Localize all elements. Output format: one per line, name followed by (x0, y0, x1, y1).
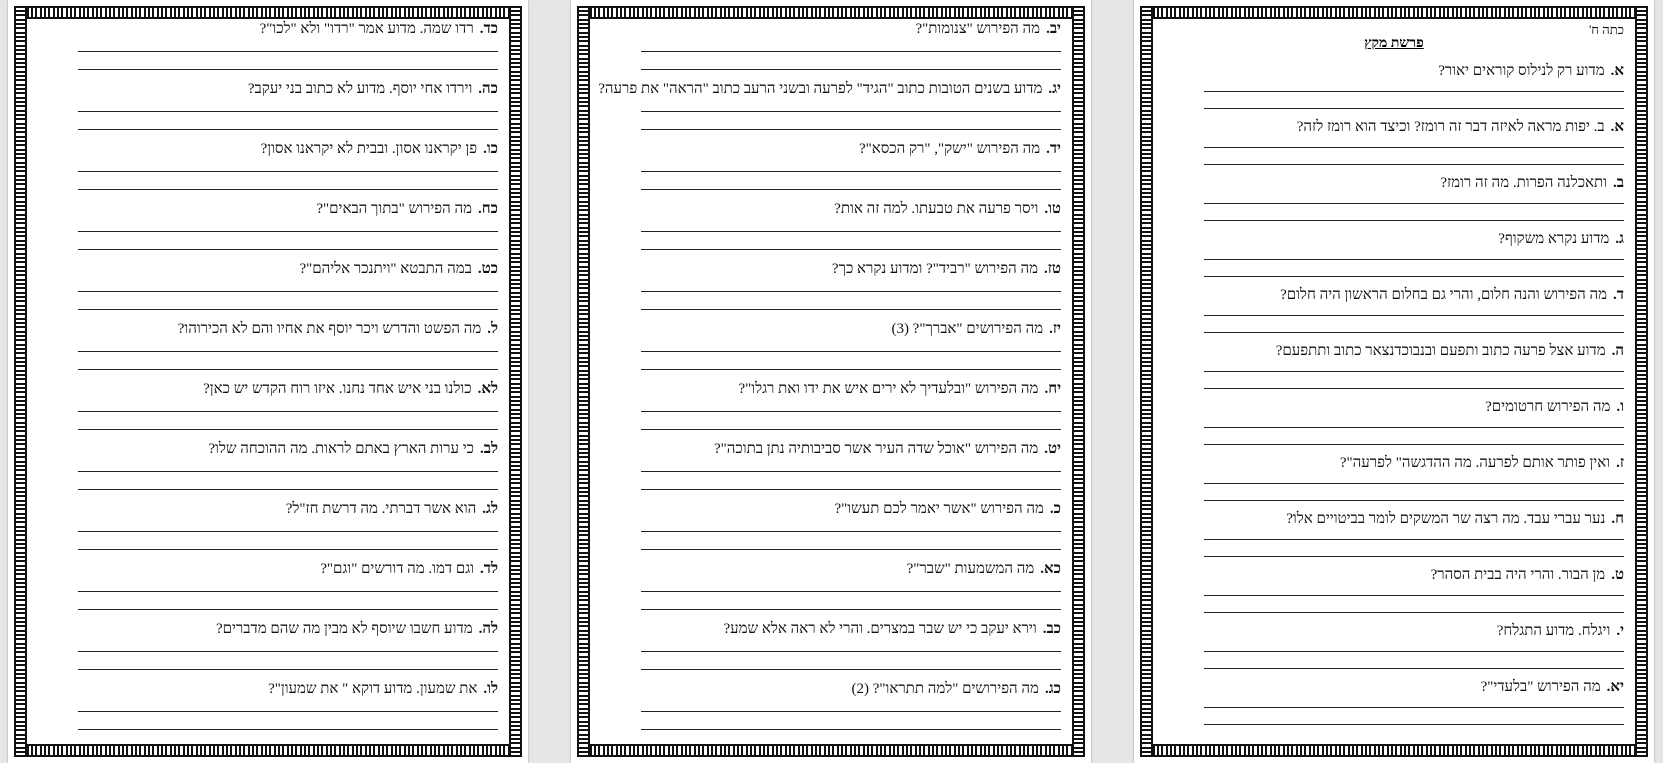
answer-line[interactable] (1204, 203, 1624, 204)
question-text (601, 200, 1061, 218)
answer-line[interactable] (641, 471, 1061, 472)
answer-line[interactable] (1204, 444, 1624, 445)
answer-line[interactable] (641, 729, 1061, 730)
question-item (601, 20, 1061, 80)
answer-line[interactable] (78, 351, 498, 352)
question-number: יב. (1046, 21, 1061, 37)
answer-line[interactable] (78, 609, 498, 610)
question-body: מה הפירוש חרטומים? (1485, 399, 1611, 415)
question-item (38, 200, 498, 260)
answer-line[interactable] (1204, 651, 1624, 652)
question-text (601, 260, 1061, 278)
answer-line[interactable] (1204, 500, 1624, 501)
answer-line[interactable] (1204, 539, 1624, 540)
question-body: מה הפירוש והנה חלום, והרי גם בחלום הראשון היה חלום? (1280, 287, 1608, 303)
answer-line[interactable] (641, 69, 1061, 70)
question-text (38, 260, 498, 278)
question-item (601, 500, 1061, 560)
question-text (1164, 118, 1624, 136)
question-list (1164, 62, 1624, 741)
question-number: לו. (483, 681, 498, 697)
question-text (1164, 286, 1624, 304)
answer-line[interactable] (78, 669, 498, 670)
question-number: לא. (477, 381, 498, 397)
question-item (601, 140, 1061, 200)
answer-line[interactable] (641, 129, 1061, 130)
question-body: מה הפירוש "בתוך הבאים"? (316, 201, 473, 217)
question-body: מה המשמעות "שבר"? (906, 561, 1035, 577)
answer-line[interactable] (641, 669, 1061, 670)
question-number: יד. (1046, 141, 1061, 157)
question-text (38, 80, 498, 98)
answer-line[interactable] (1204, 315, 1624, 316)
question-item (1164, 678, 1624, 734)
question-body: כי ערות הארץ באתם לראות. מה ההוכחה שלו? (208, 441, 474, 457)
question-item (601, 620, 1061, 680)
question-number: ל. (487, 321, 498, 337)
answer-line[interactable] (641, 231, 1061, 232)
question-text (1164, 62, 1624, 80)
answer-line[interactable] (78, 129, 498, 130)
answer-line[interactable] (641, 711, 1061, 712)
answer-line[interactable] (641, 651, 1061, 652)
question-item (1164, 230, 1624, 286)
question-item (601, 560, 1061, 620)
question-item (38, 500, 498, 560)
answer-line[interactable] (641, 411, 1061, 412)
answer-line[interactable] (641, 249, 1061, 250)
question-body: הוא אשר דברתי. מה דרשת חז"ל? (285, 501, 477, 517)
question-number: כב. (1042, 621, 1061, 637)
question-text (1164, 174, 1624, 192)
question-body: מדוע נקרא משקוף? (1498, 231, 1610, 247)
question-item (1164, 342, 1624, 398)
question-number: ה. (1611, 343, 1624, 359)
answer-line[interactable] (641, 291, 1061, 292)
question-text (1164, 342, 1624, 360)
question-item (601, 680, 1061, 740)
question-text (38, 560, 498, 578)
answer-line[interactable] (78, 651, 498, 652)
question-body: את שמעון. מדוע דוקא " את שמעון"? (268, 681, 478, 697)
answer-line[interactable] (1204, 707, 1624, 708)
question-list (38, 20, 498, 741)
answer-line[interactable] (78, 189, 498, 190)
answer-line[interactable] (641, 429, 1061, 430)
question-text (601, 140, 1061, 158)
question-body: מה הפירוש "רביד"? ומדוע נקרא כך? (831, 261, 1038, 277)
answer-line[interactable] (1204, 427, 1624, 428)
question-number: כו. (483, 141, 498, 157)
question-number: יא. (1606, 679, 1624, 695)
worksheet-title: פרשת מקץ (1364, 36, 1424, 51)
answer-line[interactable] (641, 51, 1061, 52)
question-item (601, 200, 1061, 260)
question-item (38, 620, 498, 680)
question-body: כולנו בני איש אחד נחנו. איזו רוח הקדש יש כאן? (203, 381, 472, 397)
answer-line[interactable] (1204, 483, 1624, 484)
question-text (598, 80, 1061, 98)
question-list (598, 20, 1061, 741)
question-text (38, 140, 498, 158)
question-body: פן יקראנו אסון. ובבית לא יקראנו אסון? (260, 141, 478, 157)
question-item (598, 80, 1061, 140)
question-item (601, 440, 1061, 500)
answer-line[interactable] (1204, 108, 1624, 109)
answer-line[interactable] (1204, 164, 1624, 165)
question-text (38, 20, 498, 38)
question-text (1164, 566, 1624, 584)
question-text (601, 20, 1061, 38)
page-middle (571, 0, 1091, 763)
question-body: וירדו אחי יוסף. מדוע לא כתוב בני יעקב? (247, 81, 473, 97)
question-text (38, 200, 498, 218)
answer-line[interactable] (78, 531, 498, 532)
question-body: ויסר פרעה את טבעתו. למה זה אות? (834, 201, 1039, 217)
question-text (601, 380, 1061, 398)
answer-line[interactable] (1204, 332, 1624, 333)
answer-line[interactable] (641, 609, 1061, 610)
question-body: נער עברי עבד. מה רצה שר המשקים לומר בביטויים אלו? (1286, 511, 1606, 527)
question-number: א. (1610, 63, 1624, 79)
question-body: רדו שמה. מדוע אמר "רדו" ולא "לכו"? (259, 21, 474, 37)
question-number: י. (1616, 623, 1624, 639)
question-body: ואין פותר אותם לפרעה. מה ההדגשה" לפרעה"? (1339, 455, 1611, 471)
page-left (8, 0, 528, 763)
question-text (601, 440, 1061, 458)
question-text (38, 620, 498, 638)
question-body: ותאכלנה הפרות. מה זה רומז? (1440, 175, 1608, 191)
question-item (38, 80, 498, 140)
question-number: א. (1610, 119, 1624, 135)
question-body: ויגלח. מדוע התגלח? (1496, 623, 1611, 639)
question-body: מדוע בשנים הטובות כתוב "הגיד" לפרעה ובשני הרעב כתוב "הראה" את פרעה? (598, 81, 1043, 97)
question-body: במה התבטא "ויתנכר אליהם"? (299, 261, 472, 277)
answer-line[interactable] (641, 489, 1061, 490)
answer-line[interactable] (78, 231, 498, 232)
answer-line[interactable] (78, 369, 498, 370)
answer-line[interactable] (78, 69, 498, 70)
answer-line[interactable] (641, 309, 1061, 310)
answer-line[interactable] (78, 291, 498, 292)
answer-line[interactable] (78, 471, 498, 472)
question-item (601, 320, 1061, 380)
question-item (1164, 286, 1624, 342)
question-text (1164, 398, 1624, 416)
question-body: מה הפירוש "אוכל שדה העיר אשר סביבותיה נתן בתוכה"? (714, 441, 1039, 457)
question-body: מדוע רק לנילוס קוראים יאור? (1438, 63, 1605, 79)
question-number: יז. (1049, 321, 1061, 337)
question-text (1164, 454, 1624, 472)
answer-line[interactable] (78, 729, 498, 730)
question-body: מה הפירוש "בלעדי"? (1480, 679, 1601, 695)
question-text (601, 320, 1061, 338)
question-number: לה. (478, 621, 498, 637)
question-number: כג. (1044, 681, 1061, 697)
question-item (38, 440, 498, 500)
question-number: כ. (1049, 501, 1061, 517)
question-number: טז. (1044, 261, 1061, 277)
question-body: מה הפירוש "ישק", "רק הכסא"? (858, 141, 1041, 157)
question-item (38, 320, 498, 380)
answer-line[interactable] (1204, 371, 1624, 372)
question-number: יג. (1048, 81, 1061, 97)
question-text (38, 500, 498, 518)
question-item (38, 380, 498, 440)
question-number: יט. (1044, 441, 1061, 457)
question-item (1164, 62, 1624, 118)
question-number: ג. (1615, 231, 1624, 247)
question-body: מה הפשט והדרש ויכר יוסף את אחיו והם לא הכירוהו? (177, 321, 482, 337)
question-number: כא. (1040, 561, 1061, 577)
answer-line[interactable] (78, 429, 498, 430)
answer-line[interactable] (1204, 276, 1624, 277)
question-text (1164, 678, 1624, 696)
answer-line[interactable] (78, 549, 498, 550)
question-body: מדוע אצל פרעה כתוב ותפעם ובנבוכדנצאר כתוב ותתפעם? (1275, 343, 1606, 359)
question-number: ט. (1611, 567, 1624, 583)
page-right (1134, 0, 1654, 763)
answer-line[interactable] (641, 591, 1061, 592)
question-body: וגם דמו. מה דורשים "וגם"? (320, 561, 475, 577)
question-text (601, 560, 1061, 578)
question-number: לג. (482, 501, 498, 517)
answer-line[interactable] (78, 411, 498, 412)
question-number: ב. (1613, 175, 1624, 191)
question-body: מדוע חשבו שיוסף לא מבין מה שהם מדברים? (215, 621, 473, 637)
question-item (38, 20, 498, 80)
question-text (1164, 510, 1624, 528)
question-text (601, 500, 1061, 518)
question-item (1164, 454, 1624, 510)
answer-line[interactable] (641, 351, 1061, 352)
answer-line[interactable] (1204, 556, 1624, 557)
answer-line[interactable] (78, 171, 498, 172)
question-body: מן הבור. והרי היה בבית הסהר? (1430, 567, 1606, 583)
answer-line[interactable] (641, 189, 1061, 190)
question-item (38, 140, 498, 200)
answer-line[interactable] (78, 309, 498, 310)
question-number: לב. (480, 441, 498, 457)
question-text (38, 380, 498, 398)
question-body: מה הפירוש "ובלעדיך לא ירים איש את ידו ואת רגלו"? (738, 381, 1039, 397)
question-item (38, 260, 498, 320)
answer-line[interactable] (641, 111, 1061, 112)
question-number: כה. (478, 81, 498, 97)
question-body: מה הפירושים "אברך"? (3) (891, 321, 1044, 337)
question-number: כד. (479, 21, 498, 37)
answer-line[interactable] (641, 171, 1061, 172)
question-body: מה הפירוש "אשר יאמר לכם תעשו"? (834, 501, 1044, 517)
answer-line[interactable] (1204, 259, 1624, 260)
question-number: ו. (1616, 399, 1624, 415)
question-text (38, 320, 498, 338)
question-item (1164, 398, 1624, 454)
answer-line[interactable] (641, 369, 1061, 370)
question-item (601, 260, 1061, 320)
question-body: מה הפירושים "למה תתראו"? (2) (851, 681, 1039, 697)
question-body: מה הפירוש "צנומות"? (915, 21, 1041, 37)
answer-line[interactable] (641, 549, 1061, 550)
question-item (38, 560, 498, 620)
question-text (38, 680, 498, 698)
question-item (1164, 566, 1624, 622)
answer-line[interactable] (1204, 668, 1624, 669)
question-item (601, 380, 1061, 440)
answer-line[interactable] (78, 249, 498, 250)
question-text (601, 620, 1061, 638)
answer-line[interactable] (78, 51, 498, 52)
question-body: ב. יפות מראה לאיזה דבר זה רומז? וכיצד הוא רומז לזה? (1296, 119, 1605, 135)
class-label: כתה ח' (1588, 22, 1624, 37)
question-number: כח. (478, 201, 498, 217)
question-item (1164, 622, 1624, 678)
question-item (38, 680, 498, 740)
answer-line[interactable] (1204, 724, 1624, 725)
question-text (1164, 622, 1624, 640)
answer-line[interactable] (1204, 91, 1624, 92)
question-item (1164, 510, 1624, 566)
answer-line[interactable] (1204, 220, 1624, 221)
question-body: וירא יעקב כי יש שבר במצרים. והרי לא ראה אלא שמע? (723, 621, 1037, 637)
question-number: טו. (1044, 201, 1061, 217)
answer-line[interactable] (641, 531, 1061, 532)
question-number: ז. (1616, 455, 1624, 471)
question-text (601, 680, 1061, 698)
answer-line[interactable] (1204, 147, 1624, 148)
question-number: ד. (1613, 287, 1624, 303)
answer-line[interactable] (1204, 612, 1624, 613)
question-number: ח. (1611, 511, 1624, 527)
question-number: יח. (1044, 381, 1061, 397)
question-text (38, 440, 498, 458)
question-text (1164, 230, 1624, 248)
question-item (1164, 174, 1624, 230)
question-item (1164, 118, 1624, 174)
answer-line[interactable] (1204, 595, 1624, 596)
answer-line[interactable] (78, 711, 498, 712)
question-number: כט. (477, 261, 498, 277)
answer-line[interactable] (78, 591, 498, 592)
answer-line[interactable] (78, 111, 498, 112)
answer-line[interactable] (78, 489, 498, 490)
question-number: לד. (480, 561, 498, 577)
answer-line[interactable] (1204, 388, 1624, 389)
